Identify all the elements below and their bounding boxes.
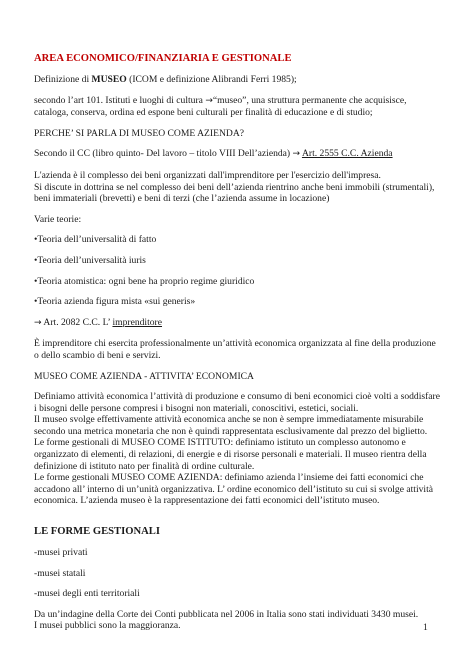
section-title: AREA ECONOMICO/FINANZIARIA E GESTIONALE bbox=[34, 53, 292, 64]
art2555-link[interactable]: Art. 2555 C.C. Azienda bbox=[301, 148, 393, 160]
pubblici-line: I musei pubblici sono la maggioranza. bbox=[34, 620, 181, 632]
indagine-paragraph: Da un’indagine della Corte dei Conti pubblicata nel 2006 in Italia sono stati individuati 3430 musei. bbox=[34, 608, 419, 620]
varie-teorie-label: Varie teorie: bbox=[34, 213, 82, 225]
azienda-definition: L'azienda è il complesso dei beni organizzati dall'imprenditore per l'esercizio dell'impresa. bbox=[34, 169, 381, 181]
definition-line: Definizione di MUSEO (ICOM e definizione Alibrandi Ferri 1985); bbox=[34, 74, 297, 85]
forme-azienda-paragraph: Le forme gestionali MUSEO COME AZIENDA: definiamo azienda l’insieme dei fatti economici che accadono all’ interno di un’unità organizzativa. L’ ordine economico dell’istituto su cui si svolge attività economica. L’azienda museo è la rappresentazione dei fatti economici dell’istituto museo. bbox=[34, 472, 434, 507]
list-item: -musei statali bbox=[34, 567, 86, 579]
cc-line: Secondo il CC (libro quinto- Del lavoro – titolo VIII Dell’azienda) → Art. 2555 C.C. Azienda bbox=[34, 148, 393, 160]
attivita-paragraph: Definiamo attività economica l’attività di produzione e consumo di beni economici cioè volti a soddisfare i bisogni delle persone compresi i bisogni non materiali, conoscitivi, estetici, sociali. bbox=[34, 391, 441, 414]
arrow-icon: → bbox=[34, 317, 42, 328]
art101-paragraph: secondo l’art 101. Istituti e luoghi di cultura →“museo”, una struttura permanente che acquisisce, cataloga, conserva, ordina ed espone beni culturali per finalità di educazione e di studio; bbox=[34, 94, 407, 119]
museo-azienda-heading: MUSEO COME AZIENDA - ATTIVITA’ ECONOMICA bbox=[34, 370, 254, 382]
museo-term: MUSEO bbox=[91, 74, 127, 85]
dottrina-paragraph: Si discute in dottrina se nel complesso dei beni dell’azienda rientrino anche beni immobili (strumentali), beni immateriali (brevetti) e beni di terzi (che l’azienda assume in locazione) bbox=[34, 181, 435, 205]
page-number: 1 bbox=[423, 622, 428, 633]
theory-item: •Teoria azienda figura mista «sui generis» bbox=[34, 296, 196, 308]
theory-item: •Teoria dell’universalità iuris bbox=[34, 254, 146, 266]
museo-svolge-paragraph: Il museo svolge effettivamente attività economica anche se non è sempre immediatamente misurabile secondo una metrica monetaria che non è quindi rappresentata esclusivamente dal prezzo del biglietto. bbox=[34, 414, 428, 437]
arrow-icon: → bbox=[292, 149, 301, 160]
theory-item: •Teoria atomistica: ogni bene ha proprio regime giuridico bbox=[34, 275, 255, 287]
le-forme-gestionali-heading: LE FORME GESTIONALI bbox=[34, 526, 160, 538]
list-item: -musei privati bbox=[34, 547, 88, 559]
perche-question: PERCHE’ SI PARLA DI MUSEO COME AZIENDA? bbox=[34, 127, 245, 139]
list-item: -musei degli enti territoriali bbox=[34, 588, 140, 600]
imprenditore-link[interactable]: imprenditore bbox=[112, 316, 163, 328]
forme-istituto-paragraph: Le forme gestionali di MUSEO COME ISTITUTO: definiamo istituto un complesso autonomo e organizzato di elementi, di relazioni, di energie e di risorse personali e materiali. Il museo rientra della definizione di istituto nato per finalità di ordine culturale. bbox=[34, 437, 427, 472]
document-body bbox=[34, 52, 440, 632]
art2082-line: → Art. 2082 C.C. L’ imprenditore bbox=[34, 316, 163, 328]
theory-item: •Teoria dell’universalità di fatto bbox=[34, 234, 157, 246]
arrow-icon: → bbox=[205, 95, 213, 106]
imprenditore-definition: È imprenditore chi esercita professionalmente un’attività economica organizzata al fine della produzione o dello scambio di beni e servizi. bbox=[34, 338, 436, 361]
